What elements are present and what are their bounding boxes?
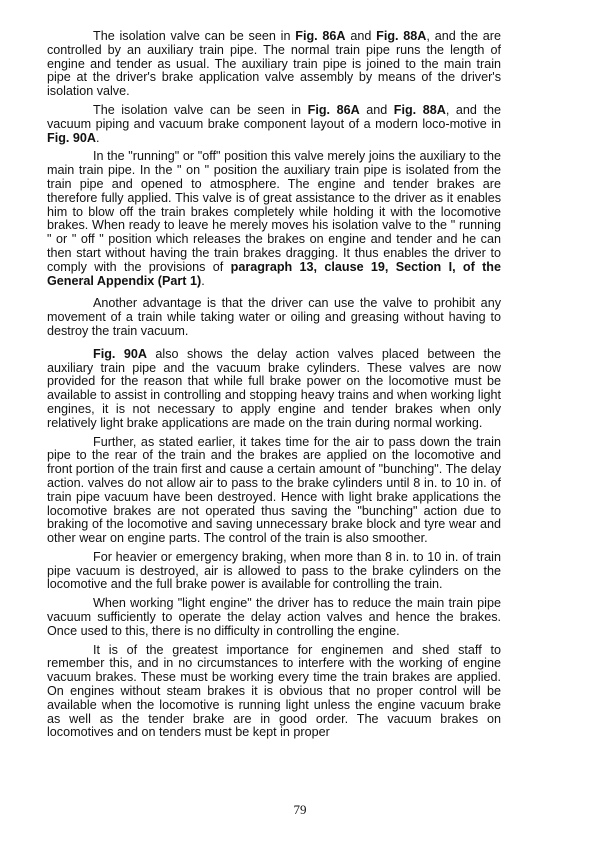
paragraph-delay-action-valves [47, 348, 501, 431]
text-run: also shows the delay action valves placed between the auxiliary train pipe and the vacuum brake cylinders. These valves are now provided for the reason that while full brake power on the locomotive must be available to assist in controlling and stopping heavy trains and when working light engines, it is not necessary to apply engine and tender brakes when only relatively light brake applications are made on the train during normal working. [47, 346, 501, 430]
bold-reference: Fig. 88A [376, 29, 427, 43]
text-run: For heavier or emergency braking, when more than 8 in. to 10 in. of train pipe vacuum is destroyed, air is allowed to pass to the brake cylinders on the locomotive and the full brake power is available for controlling the train. [47, 549, 501, 592]
text-run: , and the are controlled by an auxiliary train pipe. The normal train pipe runs the length of engine and tender as usual. The auxiliary train pipe is joined to the main train pipe at the driver's brake application valve assembly by means of the driver's isolation valve. [47, 29, 501, 99]
page-number: 79 [293, 802, 307, 817]
text-run: Another advantage is that the driver can use the valve to prohibit any movement of a train while taking water or oiling and greasing without having to destroy the train vacuum. [47, 296, 501, 338]
text-run: . [96, 130, 100, 145]
text-run: Further, as stated earlier, it takes time for the air to pass down the train pipe to the rear of the train and the brakes are applied on the locomotive and front portion of the train first and cause a certain amount of "bunching". The delay action. valves do not allow air to pass to the brake cylinders until 8 in. to 10 in. of train pipe vacuum have been destroyed. Hence with light brake applications the locomotive brakes are not operated thus saving the "bunching" action due to braking of the locomotive and saving unnecessary brake block and tyre wear and other wear on engine parts. The control of the train is also smoother. [47, 434, 501, 546]
paragraph-importance [47, 644, 501, 741]
text-run: . [201, 273, 205, 288]
bold-reference: Fig. 86A [307, 102, 360, 117]
text-run: It is of the greatest importance for enginemen and shed staff to remember this, and in no circumstances to interfere with the working of engine vacuum brakes. These must be working every time the train brakes are applied. On engines without steam brakes it is obvious that no proper control will be available when the locomotive is running light unless the engine vacuum brake as well as the tender brake are in good order. The vacuum brakes on locomotives and on tenders must be kept in proper [47, 642, 501, 740]
paragraph-bunching [47, 436, 501, 546]
bold-reference: Fig. 88A [393, 102, 446, 117]
bold-reference: Fig. 86A [295, 29, 346, 43]
paragraph-another-advantage [47, 297, 501, 338]
text-run: In the "running" or "off" position this valve merely joins the auxiliary to the main train pipe. In the " on " position the auxiliary train pipe is isolated from the train pipe and opened to atmosphere. The engine and tender brakes are therefore fully applied. This valve is of great assistance to the driver as it enables him to blow off the train brakes completely while holding it with the locomotive brakes. When ready to leave he merely moves his isolation valve to the " running " or " off " position which releases the brakes on engine and tender and he can then start without having the train brakes dragging. It thus enables the driver to comply with the provisions of [47, 149, 501, 274]
bold-reference: Fig. 90A [93, 346, 147, 361]
text-run: , and the vacuum piping and vacuum brake component layout of a modern loco-motive in [47, 102, 501, 131]
paragraph-isolation-valve-layout [47, 104, 501, 145]
text-run: and [359, 102, 394, 117]
text-run: The isolation valve can be seen in [93, 29, 296, 43]
paragraph-light-engine [47, 597, 501, 638]
document-body [47, 30, 501, 740]
paragraph-isolation-valve-intro [47, 30, 501, 99]
paragraph-valve-positions [47, 150, 501, 288]
paragraph-emergency-braking [47, 551, 501, 592]
text-run: When working "light engine" the driver has to reduce the main train pipe vacuum sufficiently to operate the delay action valves and hence the brakes. Once used to this, there is no difficulty in controlling the engine. [47, 596, 501, 638]
bold-reference: Fig. 90A [47, 130, 96, 145]
bold-reference: paragraph 13, clause 19, Section I, of the General Appendix (Part 1) [47, 259, 501, 288]
text-run: and [345, 29, 377, 43]
text-run: The isolation valve can be seen in [93, 102, 308, 117]
